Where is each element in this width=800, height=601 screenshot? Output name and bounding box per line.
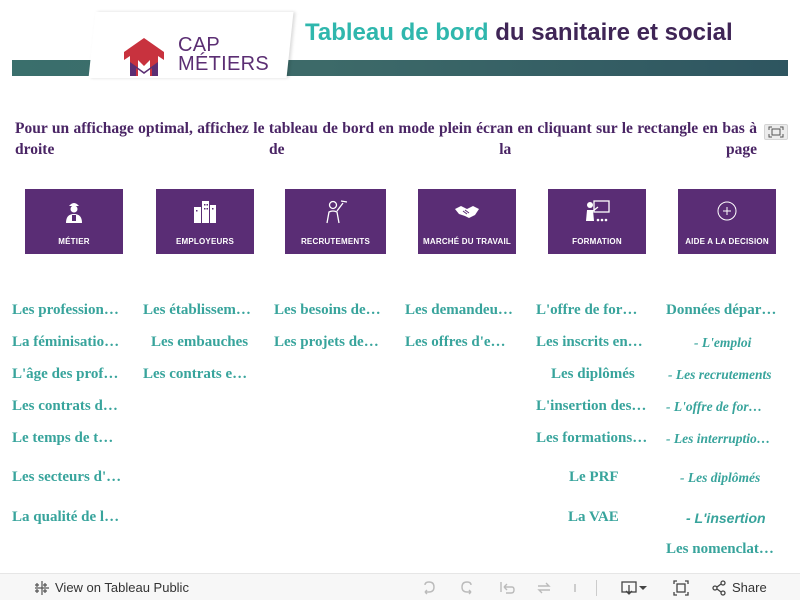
share-icon [710, 579, 728, 597]
link-temps-de-travail[interactable]: Le temps de t… [12, 430, 114, 446]
link-offres-emploi[interactable]: Les offres d'e… [405, 334, 506, 350]
download-icon [620, 579, 638, 597]
link-demandeurs[interactable]: Les demandeu… [405, 302, 513, 318]
tile-label: EMPLOYEURS [175, 237, 234, 246]
link-offre-formation[interactable]: L'offre de for… [536, 302, 638, 318]
link-vae[interactable]: La VAE [568, 509, 619, 525]
link-besoins[interactable]: Les besoins de… [274, 302, 381, 318]
tile-formation[interactable] [548, 189, 646, 254]
link-sub-diplomes[interactable]: - Les diplômés [680, 470, 761, 485]
link-qualite[interactable]: La qualité de l… [12, 509, 120, 525]
link-professions[interactable]: Les profession… [12, 302, 119, 318]
link-contrats-embauche[interactable]: Les contrats e… [143, 366, 248, 382]
tile-label: AIDE A LA DECISION [685, 237, 769, 246]
cap-metiers-logo[interactable] [120, 30, 290, 78]
refresh-icon [535, 579, 553, 597]
tile-recrutements[interactable] [285, 189, 386, 254]
revert-icon [498, 579, 516, 597]
link-insertion[interactable]: L'insertion des… [536, 398, 647, 414]
refresh-button[interactable] [535, 574, 553, 601]
logo-line-1: CAP [178, 34, 221, 56]
link-sub-insertion[interactable]: - L'insertion [686, 510, 766, 526]
instruction-text: Pour un affichage optimal, affichez le tableau de bord en mode plein écran en cliquant sur le rectangle en bas à droite de la page [15, 120, 757, 158]
redo-button[interactable] [458, 574, 476, 601]
chevron-down-icon [638, 583, 648, 593]
link-prf[interactable]: Le PRF [569, 469, 619, 485]
buildings-icon [192, 199, 218, 223]
link-diplomes[interactable]: Les diplômés [551, 366, 635, 382]
link-embauches[interactable]: Les embauches [151, 334, 249, 350]
fullscreen-hint-icon[interactable] [764, 124, 788, 140]
link-etablissements[interactable]: Les établissem… [143, 302, 251, 318]
download-button[interactable] [620, 574, 648, 601]
logo-mark-icon [120, 34, 172, 78]
link-sub-interruptions[interactable]: - Les interruptio… [666, 431, 771, 446]
link-inscrits[interactable]: Les inscrits en… [536, 334, 643, 350]
share-button[interactable] [710, 574, 767, 601]
page-title [305, 19, 733, 47]
link-secteurs[interactable]: Les secteurs d'… [12, 469, 122, 485]
crosshair-icon [714, 199, 740, 223]
link-sub-recrutements[interactable]: - Les recrutements [668, 367, 772, 382]
tile-label: MÉTIER [58, 237, 90, 246]
link-donnees-departementales[interactable]: Données dépar… [666, 302, 777, 318]
undo-button[interactable] [420, 574, 438, 601]
tile-label: MARCHÉ DU TRAVAIL [423, 237, 511, 246]
handshake-icon [454, 199, 480, 223]
view-label: View on Tableau Public [55, 580, 189, 595]
link-feminisation[interactable]: La féminisatio… [12, 334, 120, 350]
worker-icon [61, 199, 87, 223]
link-contrats-de-travail[interactable]: Les contrats d… [12, 398, 118, 414]
title-accent: Tableau de bord [305, 19, 489, 46]
teacher-icon [584, 199, 610, 223]
revert-button[interactable] [498, 574, 516, 601]
recruiter-icon [323, 199, 349, 223]
tile-metier[interactable] [25, 189, 123, 254]
tableau-logo-icon [33, 579, 51, 597]
link-nomenclatures[interactable]: Les nomenclat… [666, 541, 774, 557]
undo-icon [420, 579, 438, 597]
link-sub-emploi[interactable]: - L'emploi [694, 335, 752, 350]
view-on-tableau-public-button[interactable] [33, 574, 189, 601]
logo-text [178, 36, 269, 74]
link-sub-offre-formation[interactable]: - L'offre de for… [666, 399, 763, 414]
tile-employeurs[interactable] [156, 189, 254, 254]
tile-label: RECRUTEMENTS [300, 237, 371, 246]
link-formations[interactable]: Les formations… [536, 430, 648, 446]
tile-label: FORMATION [572, 237, 622, 246]
logo-line-2: MÉTIERS [178, 53, 269, 75]
title-main: du sanitaire et social [488, 19, 733, 46]
tile-aide-a-la-decision[interactable] [678, 189, 776, 254]
link-age-professionnels[interactable]: L'âge des prof… [12, 366, 119, 382]
toolbar-divider [596, 574, 597, 601]
link-projets[interactable]: Les projets de… [274, 334, 379, 350]
pause-button[interactable] [566, 574, 584, 601]
pause-icon [566, 579, 584, 597]
redo-icon [458, 579, 476, 597]
fullscreen-button[interactable] [672, 574, 690, 601]
tableau-toolbar [0, 573, 800, 600]
tile-marche-du-travail[interactable] [418, 189, 516, 254]
fullscreen-icon [672, 579, 690, 597]
share-label: Share [732, 580, 767, 595]
